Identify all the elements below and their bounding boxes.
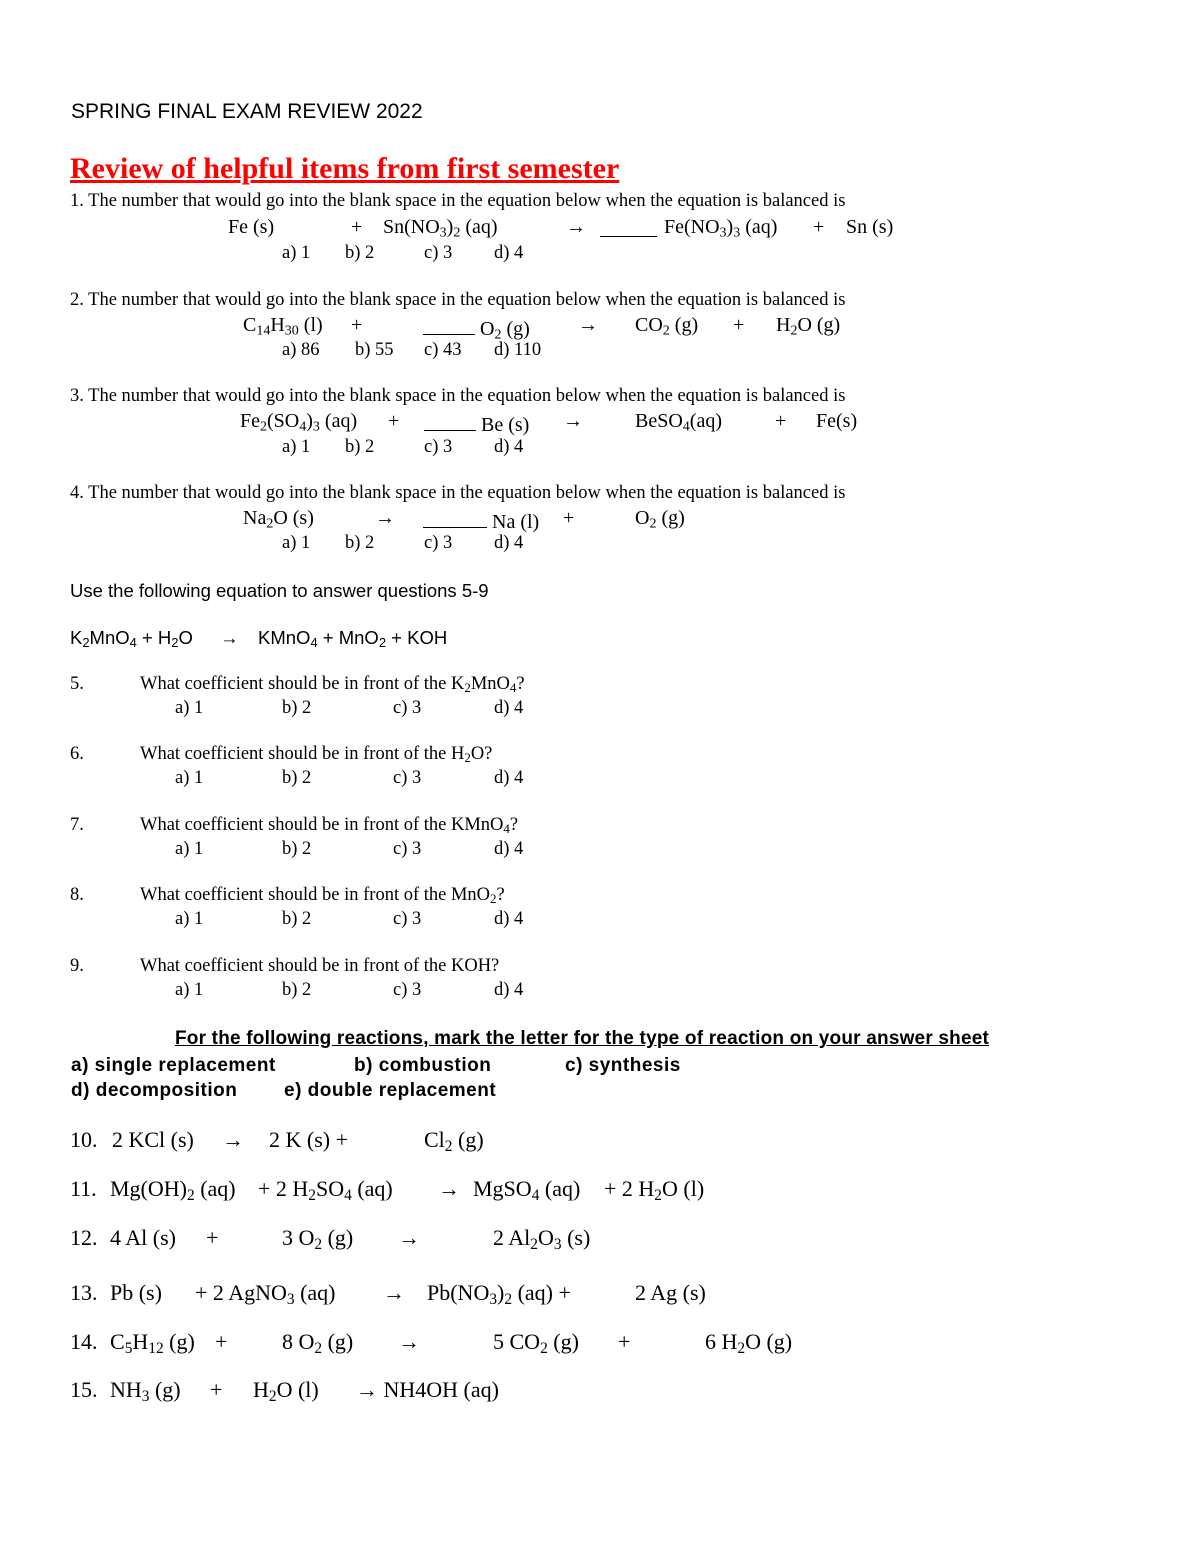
option-a[interactable]: a) 1: [282, 437, 311, 457]
type-a: a) single replacement: [71, 1055, 276, 1076]
option-a[interactable]: a) 1: [175, 909, 204, 929]
question-5-options: [175, 698, 524, 719]
type-b: b) combustion: [354, 1055, 492, 1076]
option-b[interactable]: b) 2: [282, 980, 312, 1000]
option-b[interactable]: b) 55: [355, 340, 394, 360]
type-c: c) synthesis: [565, 1055, 681, 1076]
option-a[interactable]: a) 1: [282, 243, 311, 263]
question-1-options: [282, 243, 524, 264]
option-b[interactable]: b) 2: [345, 243, 375, 263]
question-8-options: [175, 909, 524, 930]
option-c[interactable]: c) 43: [424, 340, 462, 360]
option-c[interactable]: c) 3: [393, 839, 422, 859]
question-3-stem: 3. The number that would go into the blank space in the equation below when the equation is balanced is: [70, 386, 846, 406]
question-2-stem: 2. The number that would go into the blank space in the equation below when the equation is balanced is: [70, 290, 846, 310]
option-d[interactable]: d) 4: [494, 243, 524, 263]
reaction-13: 13. Pb (s) + 2 AgNO$_3$ (aq) → $Pb(NO_3)_2$ (aq) + 2 Ag (s): [70, 1280, 706, 1308]
question-8: 8. What coefficient should be in front of the MnO$_2$?: [70, 885, 505, 907]
option-c[interactable]: c) 3: [393, 698, 422, 718]
question-4-options: [282, 533, 524, 554]
set-equation: $K_2MnO_4 + H_2O$ → KMnO$_4$ + MnO$_2$ + KOH: [70, 627, 448, 651]
reaction-10: 10. 2 KCl (s) → 2 K (s) + $Cl_2$ (g): [70, 1127, 484, 1155]
question-9: 9. What coefficient should be in front of the KOH?: [70, 956, 500, 976]
option-d[interactable]: d) 4: [494, 437, 524, 457]
option-d[interactable]: d) 110: [494, 340, 542, 360]
question-6-options: [175, 768, 524, 789]
option-c[interactable]: c) 3: [393, 768, 422, 788]
question-7-options: [175, 839, 524, 860]
reaction-type-row-2: [71, 1080, 497, 1102]
type-e: e) double replacement: [284, 1080, 497, 1101]
reaction-type-row-1: [71, 1055, 681, 1077]
page-title: SPRING FINAL EXAM REVIEW 2022: [71, 100, 423, 123]
option-c[interactable]: c) 3: [424, 243, 453, 263]
question-7: 7. What coefficient should be in front of the KMnO$_4$?: [70, 815, 519, 837]
option-b[interactable]: b) 2: [282, 839, 312, 859]
question-5: 5. What coefficient should be in front of the $K_2MnO_4$?: [70, 674, 525, 696]
reaction-type-instruction: For the following reactions, mark the letter for the type of reaction on your answer sheet: [175, 1028, 990, 1049]
option-d[interactable]: d) 4: [494, 698, 524, 718]
option-c[interactable]: c) 3: [424, 533, 453, 553]
option-d[interactable]: d) 4: [494, 980, 524, 1000]
question-2-equation: $C_{14}H_{30}$ (l) + $O_2$ (g) → $CO_2$ (g) + $H_2O$ (g): [243, 314, 841, 343]
option-a[interactable]: a) 86: [282, 340, 320, 360]
section-heading: Review of helpful items from first semester: [70, 152, 620, 185]
question-2-options: [282, 340, 542, 361]
option-b[interactable]: b) 2: [345, 533, 375, 553]
question-9-options: [175, 980, 524, 1001]
option-c[interactable]: c) 3: [393, 909, 422, 929]
reaction-15: 15. $NH_3$ (g) + $H_2O$ (l) → NH4OH (aq): [70, 1377, 499, 1405]
question-4-stem: 4. The number that would go into the blank space in the equation below when the equation is balanced is: [70, 483, 846, 503]
type-d: d) decomposition: [71, 1080, 238, 1101]
set-intro: Use the following equation to answer questions 5-9: [70, 580, 489, 601]
option-a[interactable]: a) 1: [175, 839, 204, 859]
option-c[interactable]: c) 3: [424, 437, 453, 457]
question-1-stem: 1. The number that would go into the blank space in the equation below when the equation is balanced is: [70, 191, 846, 211]
option-c[interactable]: c) 3: [393, 980, 422, 1000]
option-d[interactable]: d) 4: [494, 839, 524, 859]
question-4-equation: $Na_2O$ (s) → Na (l) + $O_2$ (g): [243, 507, 685, 533]
option-a[interactable]: a) 1: [175, 698, 204, 718]
option-d[interactable]: d) 4: [494, 533, 524, 553]
option-b[interactable]: b) 2: [345, 437, 375, 457]
question-3-options: [282, 437, 524, 458]
question-6: 6. What coefficient should be in front of the $H_2O$?: [70, 744, 493, 766]
reaction-11: 11. $Mg(OH)_2$ (aq) + 2 $H_2SO_4$ (aq) → MgSO$_4$ (aq) + 2 $H_2O$ (l): [70, 1176, 705, 1204]
reaction-12: 12. 4 Al (s) + 3 $O_2$ (g) → 2 $Al_2O_3$ (s): [70, 1225, 591, 1253]
option-d[interactable]: d) 4: [494, 909, 524, 929]
option-a[interactable]: a) 1: [282, 533, 311, 553]
option-a[interactable]: a) 1: [175, 768, 204, 788]
option-d[interactable]: d) 4: [494, 768, 524, 788]
option-b[interactable]: b) 2: [282, 768, 312, 788]
question-3-equation: $Fe_2(SO_4)_3$ (aq) + Be (s) → BeSO$_4$(aq) + Fe(s): [240, 410, 858, 436]
option-b[interactable]: b) 2: [282, 909, 312, 929]
question-1-equation: Fe (s) + $Sn(NO_3)_2$ (aq) → $Fe(NO_3)_3$ (aq) + Sn (s): [228, 216, 894, 241]
reaction-14: 14. $C_5H_{12}$ (g) + 8 $O_2$ (g) → 5 $CO_2$ (g) + 6 $H_2O$ (g): [70, 1329, 793, 1357]
option-a[interactable]: a) 1: [175, 980, 204, 1000]
option-b[interactable]: b) 2: [282, 698, 312, 718]
